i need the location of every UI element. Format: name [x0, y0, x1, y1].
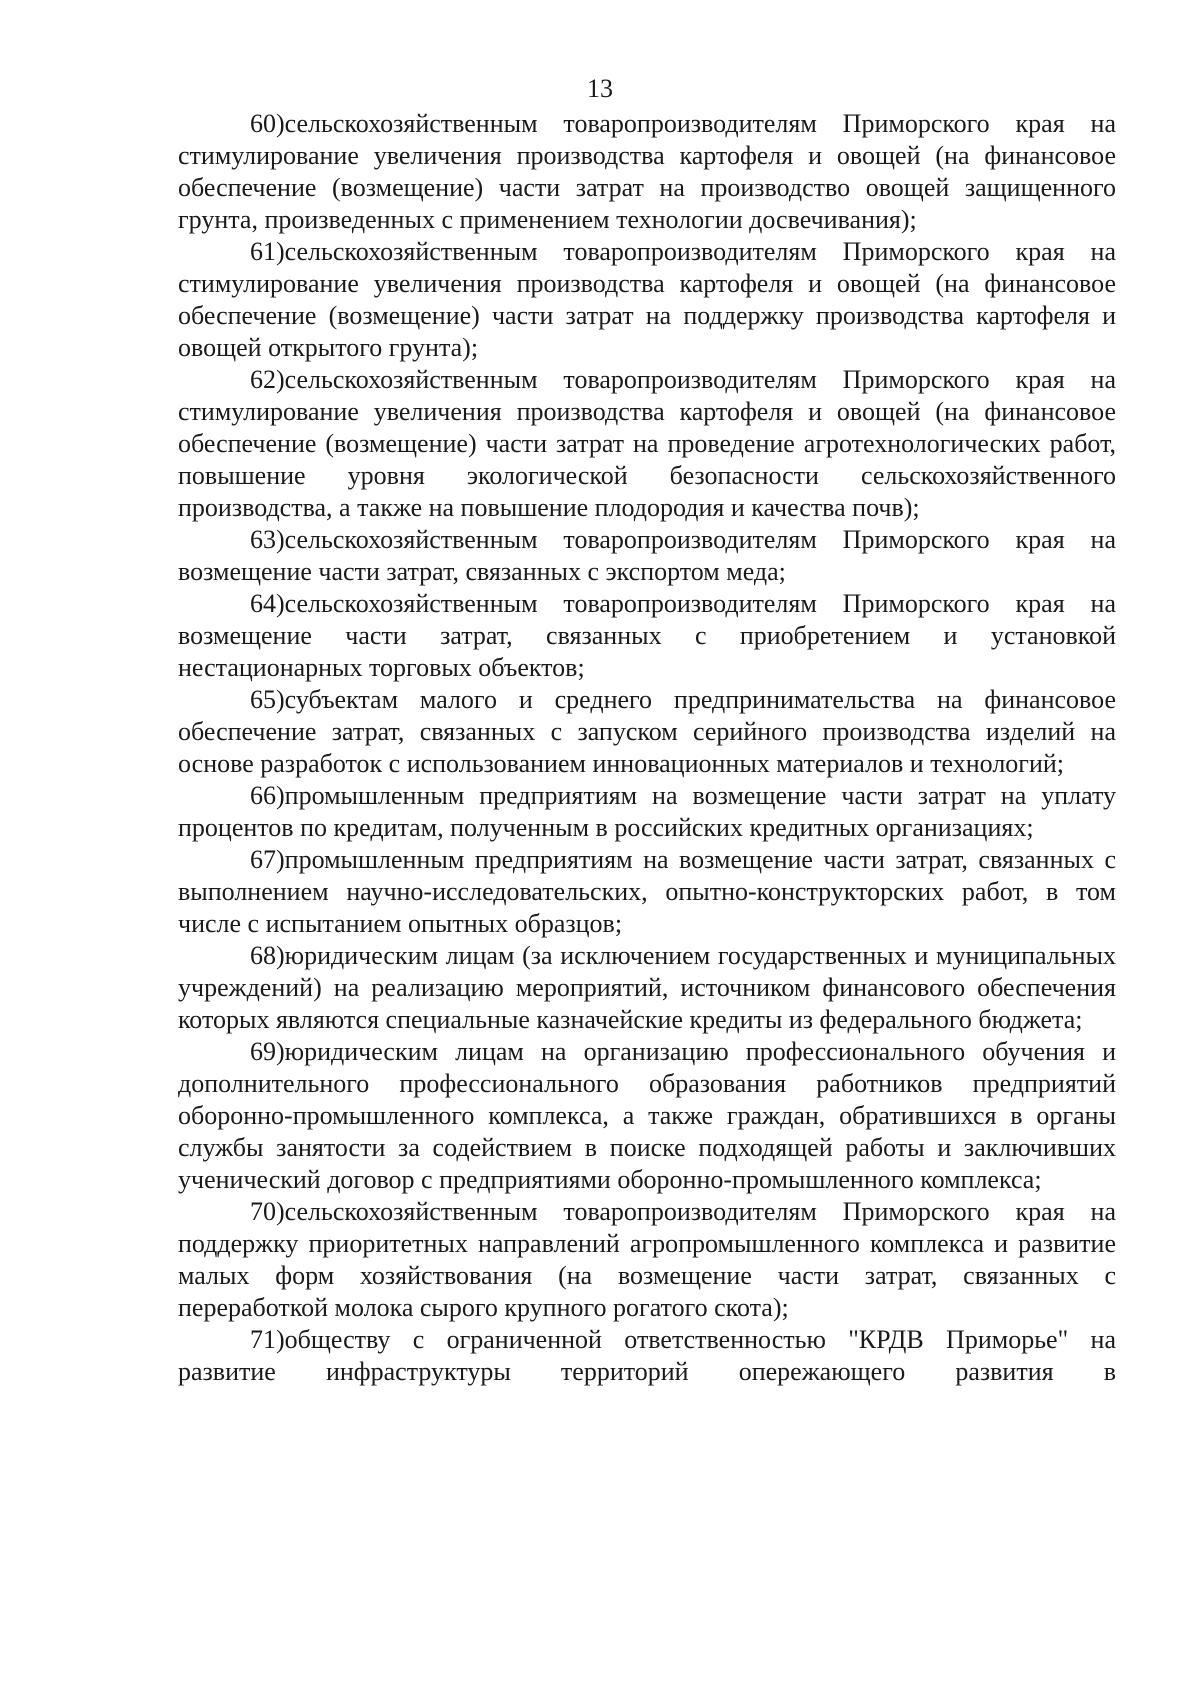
list-item-67: 67)промышленным предприятиям на возмещение части затрат, связанных с выполнением научно-исследовательских, опытно-конструкторских работ, в том числе с испытанием опытных образцов; — [178, 845, 1116, 938]
document-body — [178, 108, 1116, 1388]
list-item-68: 68)юридическим лицам (за исключением государственных и муниципальных учреждений) на реализацию мероприятий, источником финансового обеспечения которых являются специальные казначейские кредиты из федерального бюджета; — [178, 941, 1116, 1034]
list-item-65: 65)субъектам малого и среднего предпринимательства на финансовое обеспечение затрат, связанных с запуском серийного производства изделий на основе разработок с использованием инновационных материалов и технологий; — [178, 685, 1116, 778]
list-item-69: 69)юридическим лицам на организацию профессионального обучения и дополнительного профессионального образования работников предприятий оборонно-промышленного комплекса, а также граждан, обратившихся в органы службы занятости за содействием в поиске подходящей работы и заключивших ученический договор с предприятиями оборонно-промышленного комплекса; — [178, 1037, 1116, 1194]
list-item-62: 62)сельскохозяйственным товаропроизводителям Приморского края на стимулирование увеличения производства картофеля и овощей (на финансовое обеспечение (возмещение) части затрат на проведение агротехнологических работ, повышение уровня экологической безопасности сельскохозяйственного производства, а также на повышение плодородия и качества почв); — [178, 365, 1116, 522]
list-item-70: 70)сельскохозяйственным товаропроизводителям Приморского края на поддержку приоритетных направлений агропромышленного комплекса и развитие малых форм хозяйствования (на возмещение части затрат, связанных с переработкой молока сырого крупного рогатого скота); — [178, 1197, 1116, 1322]
list-item-64: 64)сельскохозяйственным товаропроизводителям Приморского края на возмещение части затрат, связанных с приобретением и установкой нестационарных торговых объектов; — [178, 589, 1116, 682]
list-item-61: 61)сельскохозяйственным товаропроизводителям Приморского края на стимулирование увеличения производства картофеля и овощей (на финансовое обеспечение (возмещение) части затрат на поддержку производства картофеля и овощей открытого грунта); — [178, 237, 1116, 362]
list-item-60: 60)сельскохозяйственным товаропроизводителям Приморского края на стимулирование увеличения производства картофеля и овощей (на финансовое обеспечение (возмещение) части затрат на производство овощей защищенного грунта, произведенных с применением технологии досвечивания); — [178, 109, 1116, 234]
list-item-71: 71)обществу с ограниченной ответственностью "КРДВ Приморье" на развитие инфраструктуры территорий опережающего развития в — [178, 1325, 1116, 1386]
list-item-63: 63)сельскохозяйственным товаропроизводителям Приморского края на возмещение части затрат, связанных с экспортом меда; — [178, 525, 1116, 586]
list-item-66: 66)промышленным предприятиям на возмещение части затрат на уплату процентов по кредитам, полученным в российских кредитных организациях; — [178, 781, 1116, 842]
page-number: 13 — [587, 74, 613, 103]
